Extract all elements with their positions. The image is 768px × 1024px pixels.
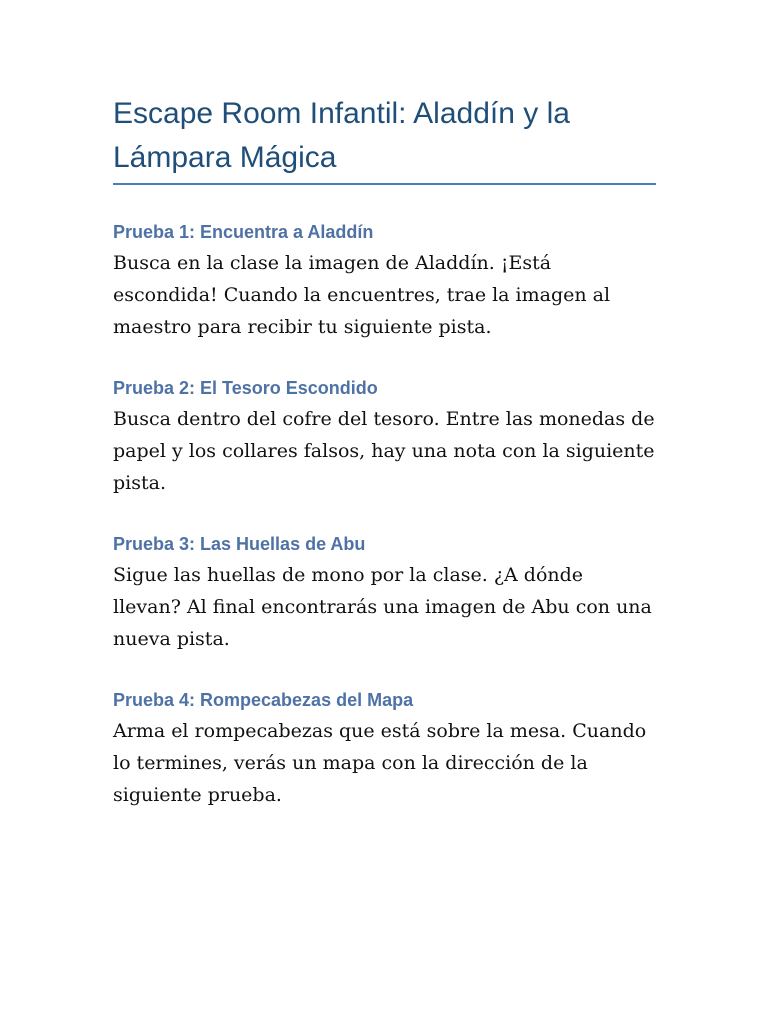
section-prueba-2 <box>113 375 656 499</box>
section-body: Busca en la clase la imagen de Aladdín. ¡Está escondida! Cuando la encuentres, trae la imagen al maestro para recibir tu siguiente pista. <box>113 252 611 338</box>
section-prueba-4 <box>113 687 656 811</box>
section-body: Arma el rompecabezas que está sobre la mesa. Cuando lo termines, verás un mapa con la dirección de la siguiente prueba. <box>113 720 647 806</box>
section-heading: Prueba 1: Encuentra a Aladdín <box>113 222 374 242</box>
section-heading: Prueba 2: El Tesoro Escondido <box>113 378 378 398</box>
section-body: Sigue las huellas de mono por la clase. ¿A dónde llevan? Al final encontrarás una imagen de Abu con una nueva pista. <box>113 564 652 650</box>
document-title: Escape Room Infantil: Aladdín y la Lámpara Mágica <box>113 97 570 174</box>
section-prueba-3 <box>113 531 656 655</box>
section-heading: Prueba 3: Las Huellas de Abu <box>113 534 366 554</box>
document-content <box>113 92 656 811</box>
section-prueba-1 <box>113 219 656 343</box>
title-underline-rule <box>113 183 656 185</box>
section-heading: Prueba 4: Rompecabezas del Mapa <box>113 690 414 710</box>
section-body: Busca dentro del cofre del tesoro. Entre las monedas de papel y los collares falsos, hay una nota con la siguiente pista. <box>113 408 655 494</box>
